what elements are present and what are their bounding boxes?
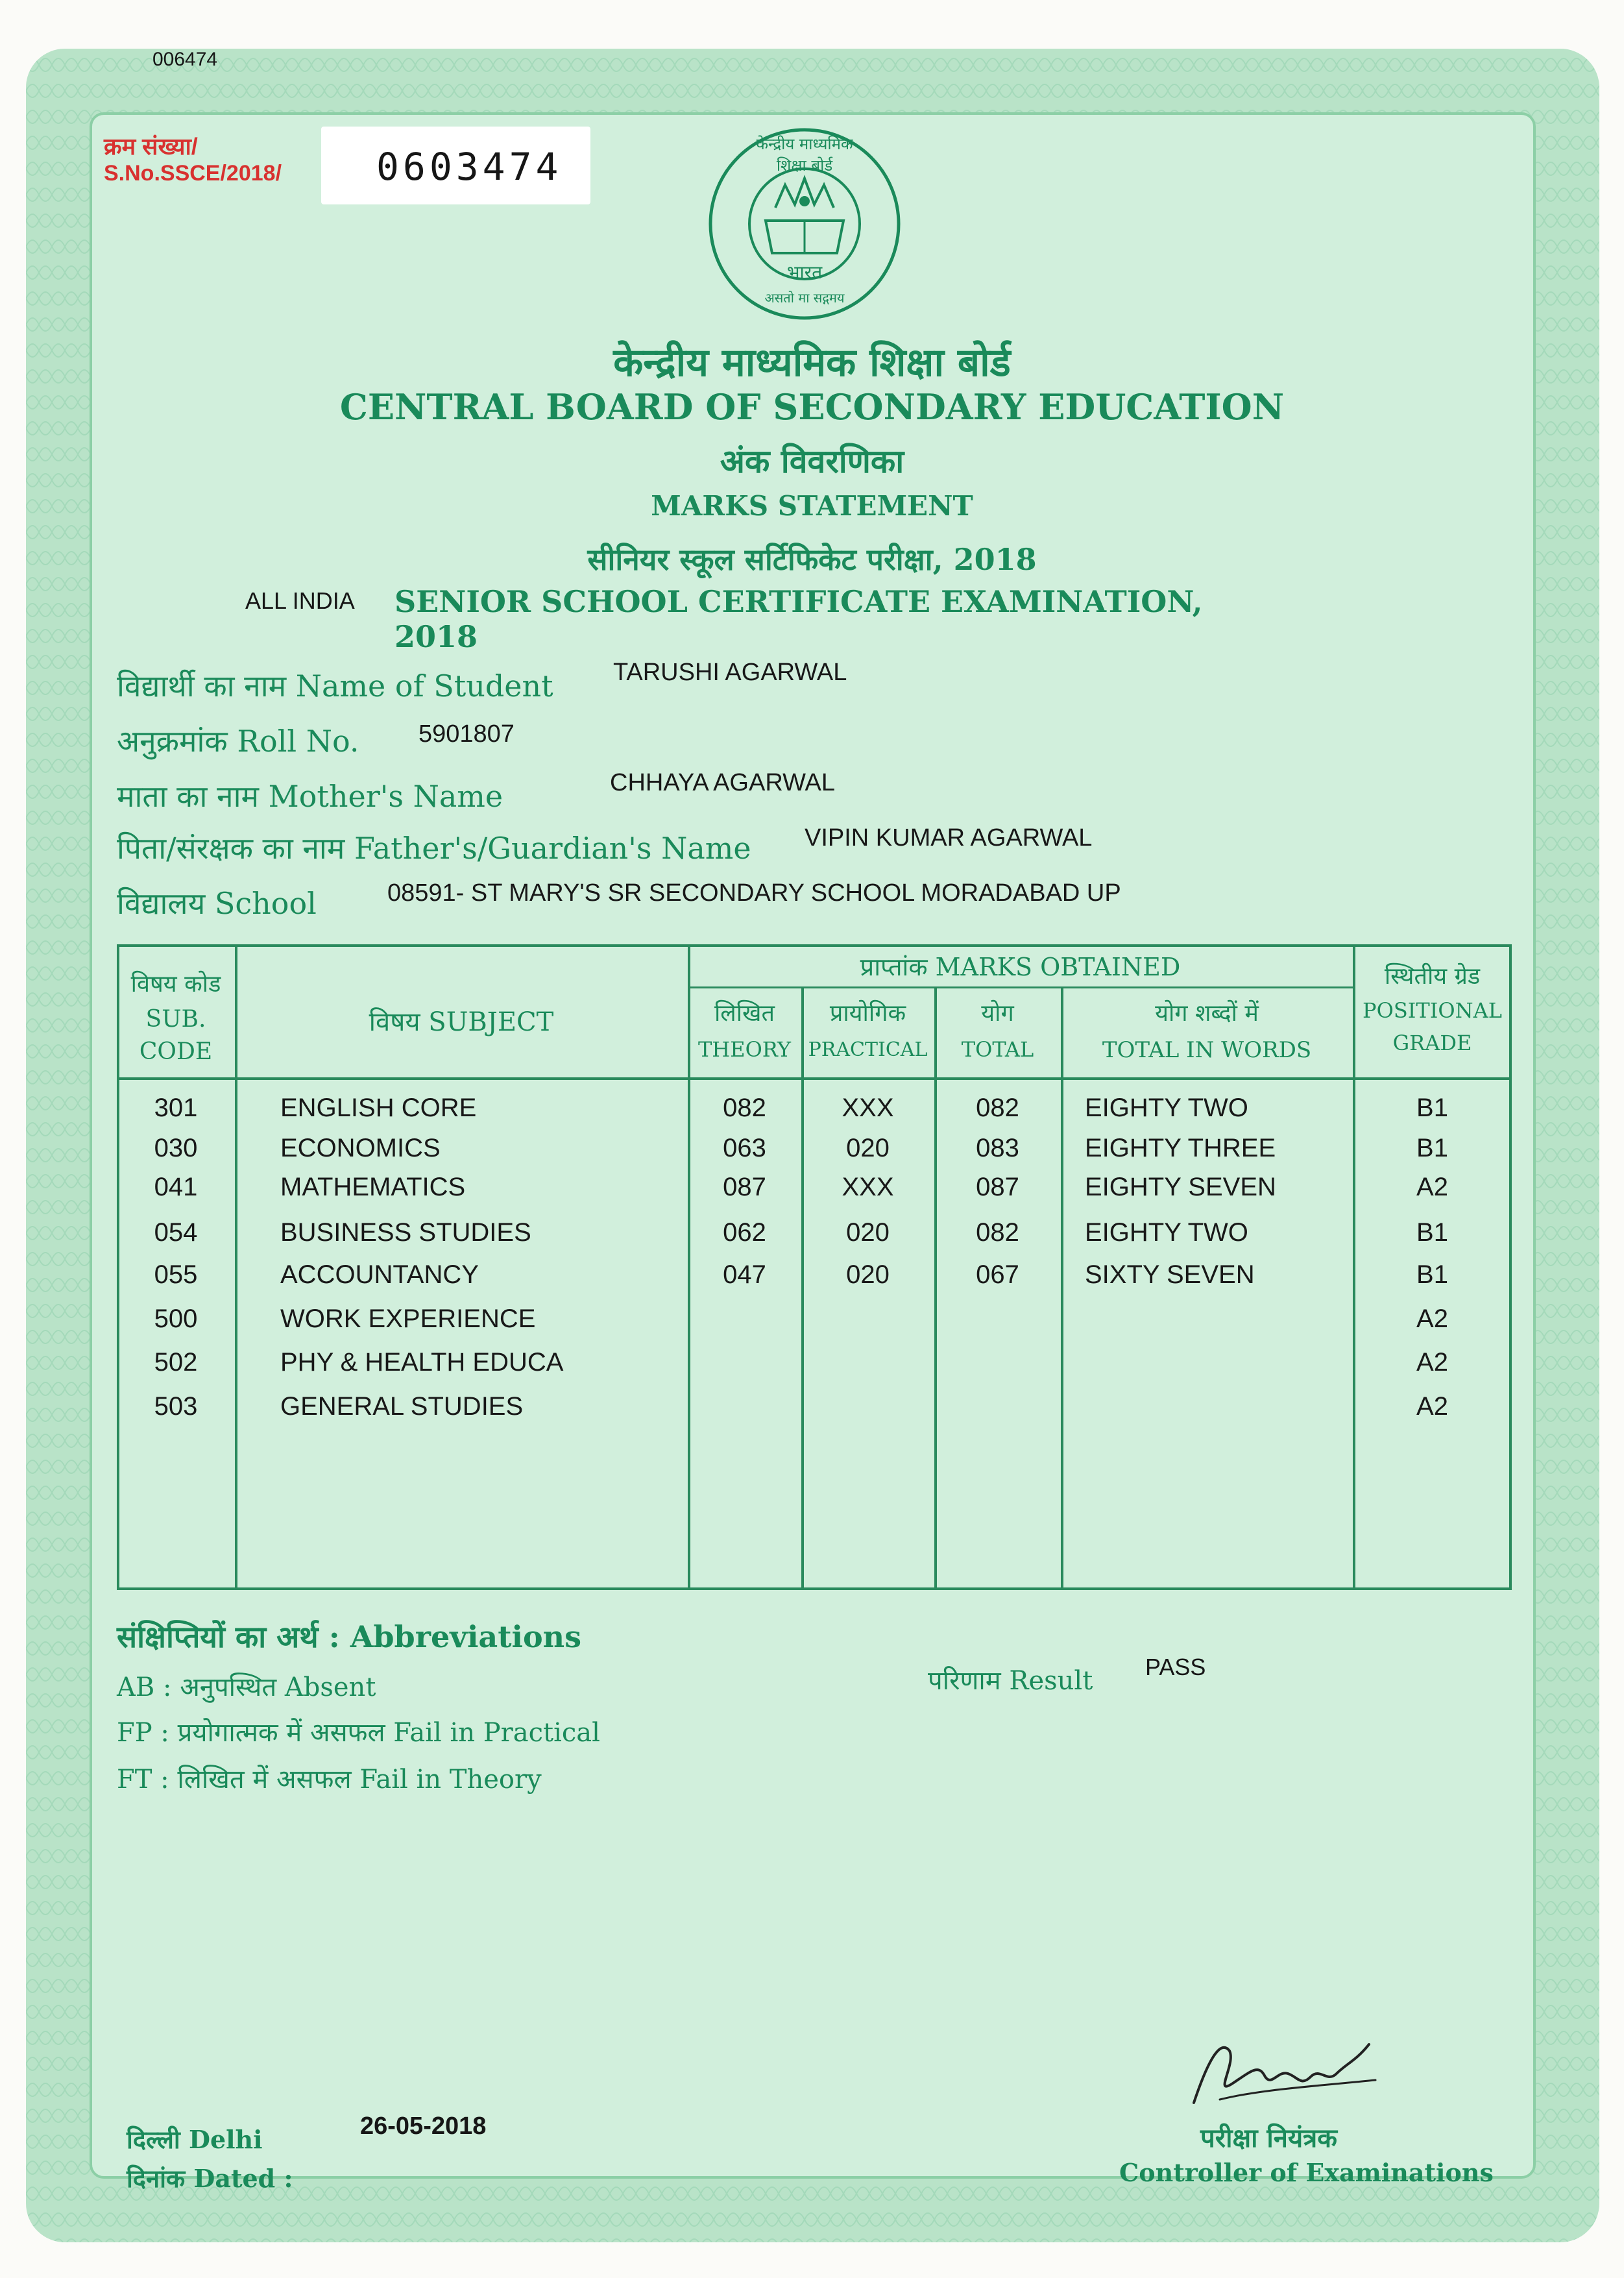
row-total-marks: 082 bbox=[976, 1094, 1019, 1122]
row-subject-name: PHY & HEALTH EDUCA bbox=[280, 1348, 564, 1377]
table-col-line-5 bbox=[1061, 986, 1063, 1590]
row-positional-grade: B1 bbox=[1416, 1218, 1448, 1247]
header-code-code: CODE bbox=[139, 1038, 213, 1065]
statement-title-english: MARKS STATEMENT bbox=[651, 490, 973, 522]
row-subject-code: 055 bbox=[154, 1260, 198, 1289]
row-subject-code: 503 bbox=[154, 1392, 198, 1421]
row-positional-grade: A2 bbox=[1416, 1348, 1448, 1377]
row-subject-name: ECONOMICS bbox=[280, 1134, 441, 1162]
controller-title-hindi: परीक्षा नियंत्रक bbox=[1200, 2123, 1337, 2153]
row-total-marks: 083 bbox=[976, 1134, 1019, 1162]
header-marks-obtained: प्राप्तांक MARKS OBTAINED bbox=[860, 953, 1181, 981]
row-positional-grade: A2 bbox=[1416, 1392, 1448, 1421]
row-subject-name: WORK EXPERIENCE bbox=[280, 1304, 536, 1333]
father-name: VIPIN KUMAR AGARWAL bbox=[805, 824, 1093, 851]
header-theory: THEORY bbox=[697, 1037, 792, 1062]
table-col-line-1 bbox=[235, 944, 237, 1590]
student-name: TARUSHI AGARWAL bbox=[613, 659, 847, 686]
exam-title-hindi: सीनियर स्कूल सर्टिफिकेट परीक्षा, 2018 bbox=[587, 542, 1037, 577]
row-total-in-words: EIGHTY TWO bbox=[1085, 1094, 1248, 1122]
row-theory-marks: 063 bbox=[723, 1134, 766, 1162]
school-name: 08591- ST MARY'S SR SECONDARY SCHOOL MORADABAD UP bbox=[387, 879, 1121, 907]
header-total: TOTAL bbox=[961, 1037, 1034, 1062]
row-theory-marks: 082 bbox=[723, 1094, 766, 1122]
row-theory-marks: 062 bbox=[723, 1218, 766, 1247]
controller-signature bbox=[1181, 2025, 1388, 2122]
header-total-in-words: TOTAL IN WORDS bbox=[1102, 1037, 1312, 1063]
row-positional-grade: B1 bbox=[1416, 1134, 1448, 1162]
row-practical-marks: 020 bbox=[846, 1218, 890, 1247]
header-total-hindi: योग bbox=[981, 1000, 1014, 1027]
serial-number: 0603474 bbox=[376, 145, 563, 189]
emblem-ring-text: केन्द्रीय माध्यमिक शिक्षा बोर्ड bbox=[756, 135, 853, 175]
father-name-label: पिता/संरक्षक का नाम Father's/Guardian's Name bbox=[117, 831, 751, 866]
row-subject-code: 054 bbox=[154, 1218, 198, 1247]
row-positional-grade: B1 bbox=[1416, 1260, 1448, 1289]
serial-label-english: S.No.SSCE/2018/ bbox=[104, 161, 282, 186]
header-code-sub: SUB. bbox=[145, 1006, 206, 1033]
row-subject-code: 502 bbox=[154, 1348, 198, 1377]
header-positional: POSITIONAL bbox=[1363, 998, 1502, 1023]
row-total-marks: 087 bbox=[976, 1173, 1019, 1201]
place-label: दिल्ली Delhi bbox=[127, 2125, 263, 2154]
result-label: परिणाम Result bbox=[928, 1666, 1093, 1696]
row-practical-marks: 020 bbox=[846, 1260, 890, 1289]
abbreviation-fail-theory: FT : लिखित में असफल Fail in Theory bbox=[117, 1765, 542, 1794]
row-total-in-words: SIXTY SEVEN bbox=[1085, 1260, 1255, 1289]
row-positional-grade: B1 bbox=[1416, 1094, 1448, 1122]
header-subject: विषय SUBJECT bbox=[369, 1007, 554, 1037]
table-header-divider bbox=[117, 1077, 1512, 1080]
top-document-number: 006474 bbox=[152, 49, 218, 70]
row-total-in-words: EIGHTY THREE bbox=[1085, 1134, 1276, 1162]
emblem-motto: असतो मा सद्गमय bbox=[764, 290, 845, 306]
row-subject-name: GENERAL STUDIES bbox=[280, 1392, 524, 1421]
issue-date: 26-05-2018 bbox=[360, 2113, 487, 2140]
row-subject-code: 030 bbox=[154, 1134, 198, 1162]
row-positional-grade: A2 bbox=[1416, 1304, 1448, 1333]
header-words-hindi: योग शब्दों में bbox=[1155, 1000, 1259, 1027]
row-practical-marks: XXX bbox=[842, 1094, 894, 1122]
row-subject-name: MATHEMATICS bbox=[280, 1173, 466, 1201]
abbreviations-title: संक्षिप्तियों का अर्थ : Abbreviations bbox=[117, 1619, 581, 1654]
row-total-in-words: EIGHTY SEVEN bbox=[1085, 1173, 1276, 1201]
row-subject-name: ENGLISH CORE bbox=[280, 1094, 477, 1122]
all-india-label: ALL INDIA bbox=[245, 587, 355, 614]
school-label: विद्यालय School bbox=[117, 886, 317, 921]
header-practical-hindi: प्रायोगिक bbox=[829, 1000, 906, 1027]
board-name-english: CENTRAL BOARD OF SECONDARY EDUCATION bbox=[339, 386, 1285, 428]
student-name-label: विद्यार्थी का नाम Name of Student bbox=[117, 668, 553, 704]
header-code-hindi: विषय कोड bbox=[130, 971, 221, 998]
row-theory-marks: 087 bbox=[723, 1173, 766, 1201]
statement-title-hindi: अंक विवरणिका bbox=[720, 442, 904, 480]
row-subject-code: 301 bbox=[154, 1094, 198, 1122]
row-total-marks: 067 bbox=[976, 1260, 1019, 1289]
abbreviation-absent: AB : अनुपस्थित Absent bbox=[117, 1672, 376, 1702]
roll-number: 5901807 bbox=[418, 720, 515, 748]
header-grade-hindi: स्थितीय ग्रेड bbox=[1384, 963, 1481, 990]
table-marks-subheader-divider bbox=[688, 986, 1353, 988]
row-subject-code: 500 bbox=[154, 1304, 198, 1333]
row-positional-grade: A2 bbox=[1416, 1173, 1448, 1201]
header-theory-hindi: लिखित bbox=[714, 1000, 775, 1027]
row-total-in-words: EIGHTY TWO bbox=[1085, 1218, 1248, 1247]
mother-name-label: माता का नाम Mother's Name bbox=[117, 779, 503, 814]
controller-title-english: Controller of Examinations bbox=[1119, 2158, 1494, 2187]
row-practical-marks: 020 bbox=[846, 1134, 890, 1162]
board-name-hindi: केन्द्रीय माध्यमिक शिक्षा बोर्ड bbox=[613, 340, 1011, 386]
dated-label: दिनांक Dated : bbox=[127, 2164, 293, 2193]
serial-number-box bbox=[321, 127, 590, 204]
abbreviation-fail-practical: FP : प्रयोगात्मक में असफल Fail in Practical bbox=[117, 1718, 600, 1748]
row-practical-marks: XXX bbox=[842, 1173, 894, 1201]
serial-label-hindi: क्रम संख्या/ bbox=[104, 133, 198, 160]
header-grade: GRADE bbox=[1392, 1031, 1472, 1055]
mother-name: CHHAYA AGARWAL bbox=[610, 769, 836, 796]
roll-number-label: अनुक्रमांक Roll No. bbox=[117, 724, 359, 759]
result-value: PASS bbox=[1145, 1654, 1206, 1680]
emblem-country: भारत bbox=[786, 262, 823, 283]
row-theory-marks: 047 bbox=[723, 1260, 766, 1289]
row-subject-code: 041 bbox=[154, 1173, 198, 1201]
row-subject-name: ACCOUNTANCY bbox=[280, 1260, 479, 1289]
row-subject-name: BUSINESS STUDIES bbox=[280, 1218, 531, 1247]
header-practical: PRACTICAL bbox=[808, 1038, 928, 1061]
row-total-marks: 082 bbox=[976, 1218, 1019, 1247]
exam-title-english: SENIOR SCHOOL CERTIFICATE EXAMINATION, 2018 bbox=[394, 584, 1203, 654]
